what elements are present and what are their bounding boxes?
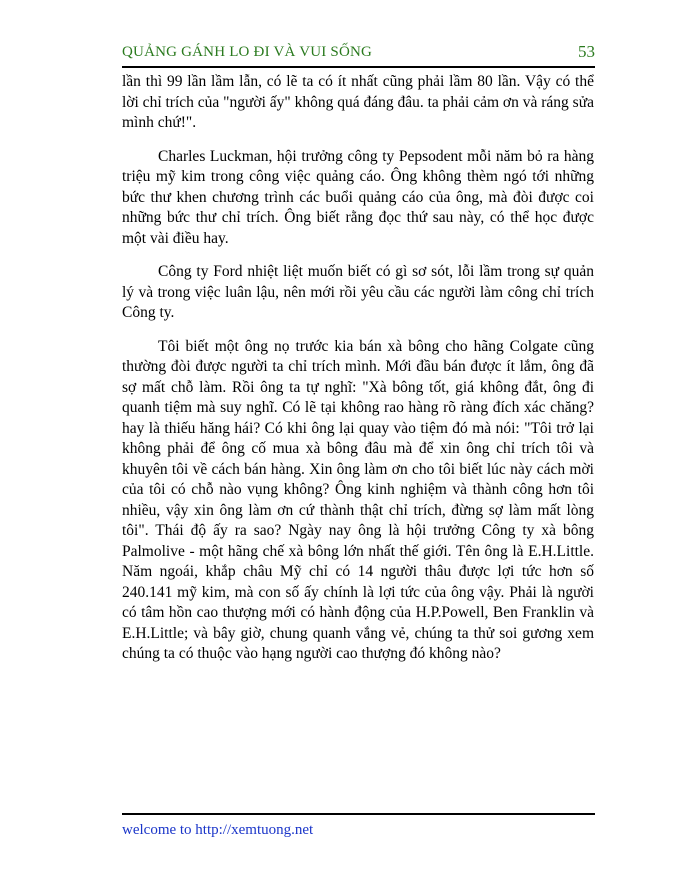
page-footer — [122, 813, 595, 839]
paragraph-ford: Công ty Ford nhiệt liệt muốn biết có gì sơ sót, lỗi lầm trong sự quản lý và trong việc luân lậu, nên mới rồi yêu cầu các người làm công chỉ trích Công ty. — [122, 263, 594, 321]
paragraph-luckman: Charles Luckman, hội trưởng công ty Pepsodent mỗi năm bỏ ra hàng triệu mỹ kim trong công việc quảng cáo. Ông không thèm ngó tới những bức thư khen chương trình các buổi quảng cáo của ông, mà đòi được coi những bức thư chỉ trích. Ông biết rằng đọc thứ sau này, có thể học được một vài điều hay. — [122, 147, 594, 247]
paragraph-continuation: lần thì 99 lần lầm lẫn, có lẽ ta có ít nhất cũng phải lầm 80 lần. Vậy có thể lời chỉ trích của "người ấy" không quá đáng đâu. ta phải cảm ơn và ráng sửa mình chứ!". — [122, 73, 594, 131]
footer-website-link[interactable]: welcome to http://xemtuong.net — [122, 822, 314, 838]
paragraph-colgate: Tôi biết một ông nọ trước kia bán xà bông cho hãng Colgate cũng thường đòi được người ta chỉ trích mình. Mới đầu bán được ít lắm, ông đã sợ mất chỗ làm. Rồi ông ta tự nghĩ: "Xà bông tốt, giá không đắt, ông đi quanh tiệm mà suy nghĩ. Có lẽ tại không rao hàng rõ ràng đích xác chăng? hay là thiếu hăng hái? Có khi ông lại quay vào tiệm đó mà nói: "Tôi trở lại không phải để ông cố mua xà bông đâu mà để xin ông chỉ trích tôi và khuyên tôi về cách bán hàng. Xin ông làm ơn cho tôi biết lúc này cách mời của tôi có chỗ nào vụng không? Ông kinh nghiệm và thành công hơn tôi nhiều, vậy xin ông làm ơn cứ thành thật chỉ trích, đừng sợ làm mất lòng tôi". Thái độ ấy ra sao? Ngày nay ông là hội trưởng Công ty xà bông Palmolive - một hãng chế xà bông lớn nhất thế giới. Tên ông là E.H.Little. Năm ngoái, khắp châu Mỹ chỉ có 14 người thâu được lợi tức hơn số 240.141 mỹ kim, mà con số ấy chính là lợi tức của ông vậy. Phải là người có tâm hồn cao thượng mới có hành động của H.P.Powell, Ben Franklin và E.H.Little; và bây giờ, chung quanh vắng vẻ, chúng ta thử soi gương xem chúng ta có thuộc vào hạng người cao thượng đó không nào? — [122, 337, 594, 662]
page-number: 53 — [578, 42, 595, 61]
body-text — [122, 72, 594, 678]
book-title: QUẢNG GÁNH LO ĐI VÀ VUI SỐNG — [122, 44, 373, 60]
page-header — [122, 42, 595, 68]
